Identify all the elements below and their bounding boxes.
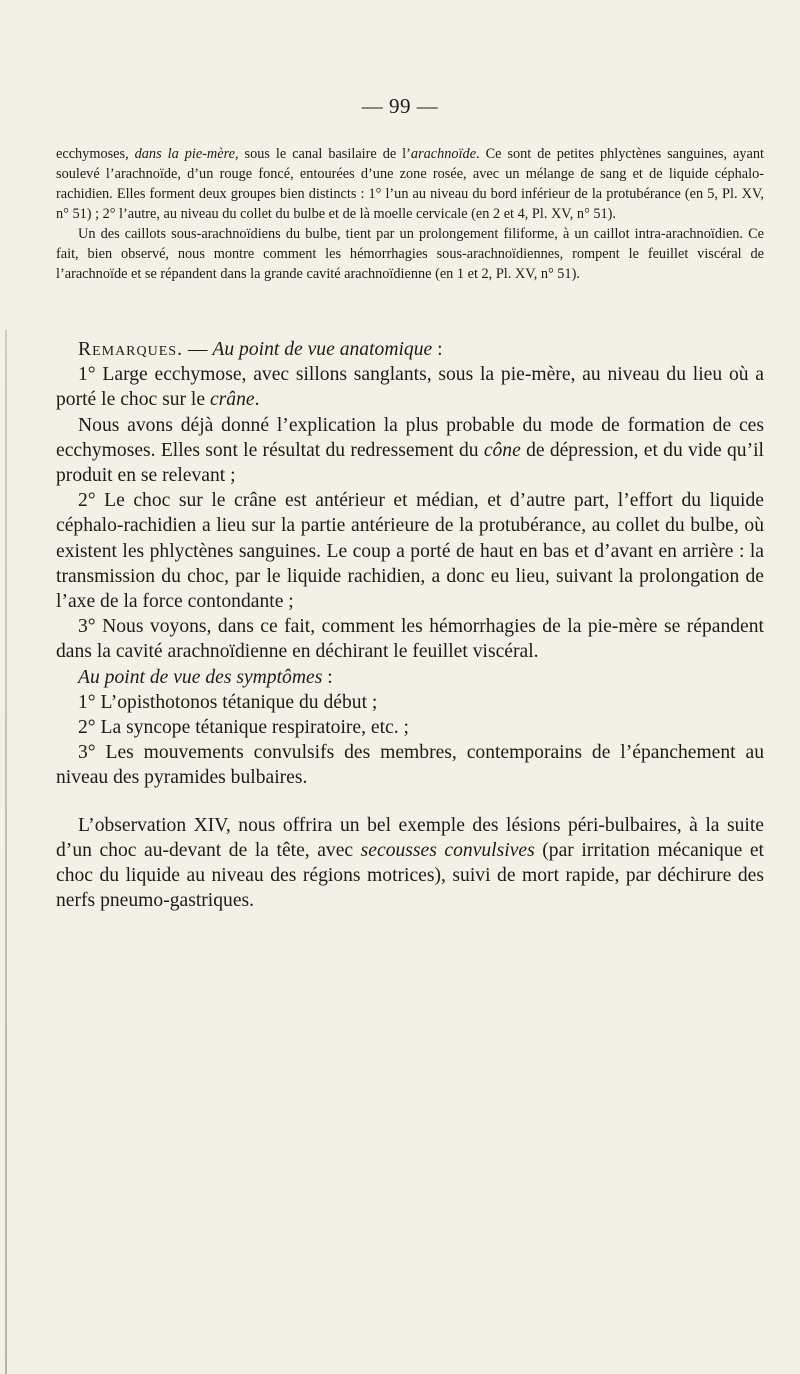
text-run: Un des caillots sous-arachnoïdiens du bulbe, tient par un prolongement filiforme, à un caillot intra-arachnoïdien. Ce fait, bien observé, nous montre comment les hémorrhagies sous-arachnoïdiennes, rompent le feuillet viscéral de l’arachnoïde et se répandent dans la grande cavité arachnoïdienne (en 1 et 2, Pl. XV, n° 51). [56,226,764,282]
italic-text-run: crâne [209,389,255,411]
remark-paragraph [56,413,764,489]
italic-text-run: arachnoïde [410,146,477,162]
text-run: : [432,339,443,360]
text-run: . Ce sont de petites phlyctènes sanguines, ayant soulevé l’arachnoïde, d’un rouge foncé, entourées d’une zone rosée, avec un mélange de sang et de liquide céphalo-rachidien. Elles forment deux groupes bien distincts : 1° l’un au niveau du bord inférieur de la protubérance (en 5, Pl. XV, n° 51) ; 2° l’autre, au niveau du collet du bulbe et de là moelle cervicale (en 2 et 4, Pl. XV, n° 51). [56,146,764,222]
text-run: 2° Le choc sur le crâne est antérieur et médian, et d’autre part, l’effort du liquide céphalo-rachidien a lieu sur la partie antérieure de la protubérance, au collet du bulbe, où existent les phlyctènes sanguines. Le coup a porté de haut en bas et d’avant en arrière : la transmission du choc, par le liquide rachidien, a donc eu lieu, suivant la prolongation de l’axe de la force contondante ; [56,490,764,613]
remark-paragraph [56,715,764,740]
text-run: : [322,666,333,688]
text-run: 3° Nous voyons, dans ce fait, comment les hémorrhagies de la pie-mère se répandent dans la cavité arachnoïdienne en déchirant le feuillet viscéral. [56,616,764,663]
small-paragraph [56,224,764,284]
text-run: , sous le canal basilaire de l’ [234,146,411,162]
text-run: L’observation XIV, nous offrira un bel exemple des lésions péri-bulbaires, à la suite d’un choc au-devant de la tête, avec [56,814,764,861]
observation-text-block [56,144,764,284]
remark-paragraph [56,488,764,614]
text-run: 1° Large ecchymose, avec sillons sanglants, sous la pie-mère, au niveau du lieu où a porté le choc sur le [56,364,764,411]
text-run: 3° Les mouvements convulsifs des membres, contemporains de l’épanchement au niveau des pyramides bulbaires. [56,742,764,789]
italic-text-run: cône [483,439,521,461]
text-run: — [182,339,213,360]
italic-text-run: Au point de vue anatomique [212,339,433,360]
remarks-heading [56,337,764,362]
text-run: (par irritation mécanique et choc du liquide au niveau des régions motrices), suivi de mort rapide, par déchirure des nerfs pneumo-gastriques. [56,839,765,912]
text-run: Nous avons déjà donné l’explication la plus probable du mode de formation de ces ecchymoses. Elles sont le résultat du redressement du [56,414,764,461]
small-paragraph [56,144,764,224]
page-edge-shadow [5,330,7,1374]
remarks-text-block [56,337,764,913]
italic-text-run: secousses convulsives [360,839,535,861]
small-caps-text-run: Remarques. [78,339,183,360]
symptoms-heading [56,665,764,690]
italic-text-run: Au point de vue des symptômes [78,666,323,688]
italic-text-run: dans la pie-mère [134,146,235,162]
text-run: . [254,389,260,411]
text-run: 2° La syncope tétanique respiratoire, etc. ; [78,717,409,739]
text-run: ecchymoses, [56,146,135,162]
text-run: de dépression, et du vide qu’il produit en se relevant ; [56,439,764,487]
remark-paragraph [56,614,764,664]
remark-paragraph [56,362,764,412]
text-run: 1° L’opisthotonos tétanique du début ; [78,691,378,713]
page-number: — 99 — [361,94,439,118]
observation-reference-paragraph [56,813,764,914]
remark-paragraph [56,740,764,790]
remark-paragraph [56,690,764,715]
